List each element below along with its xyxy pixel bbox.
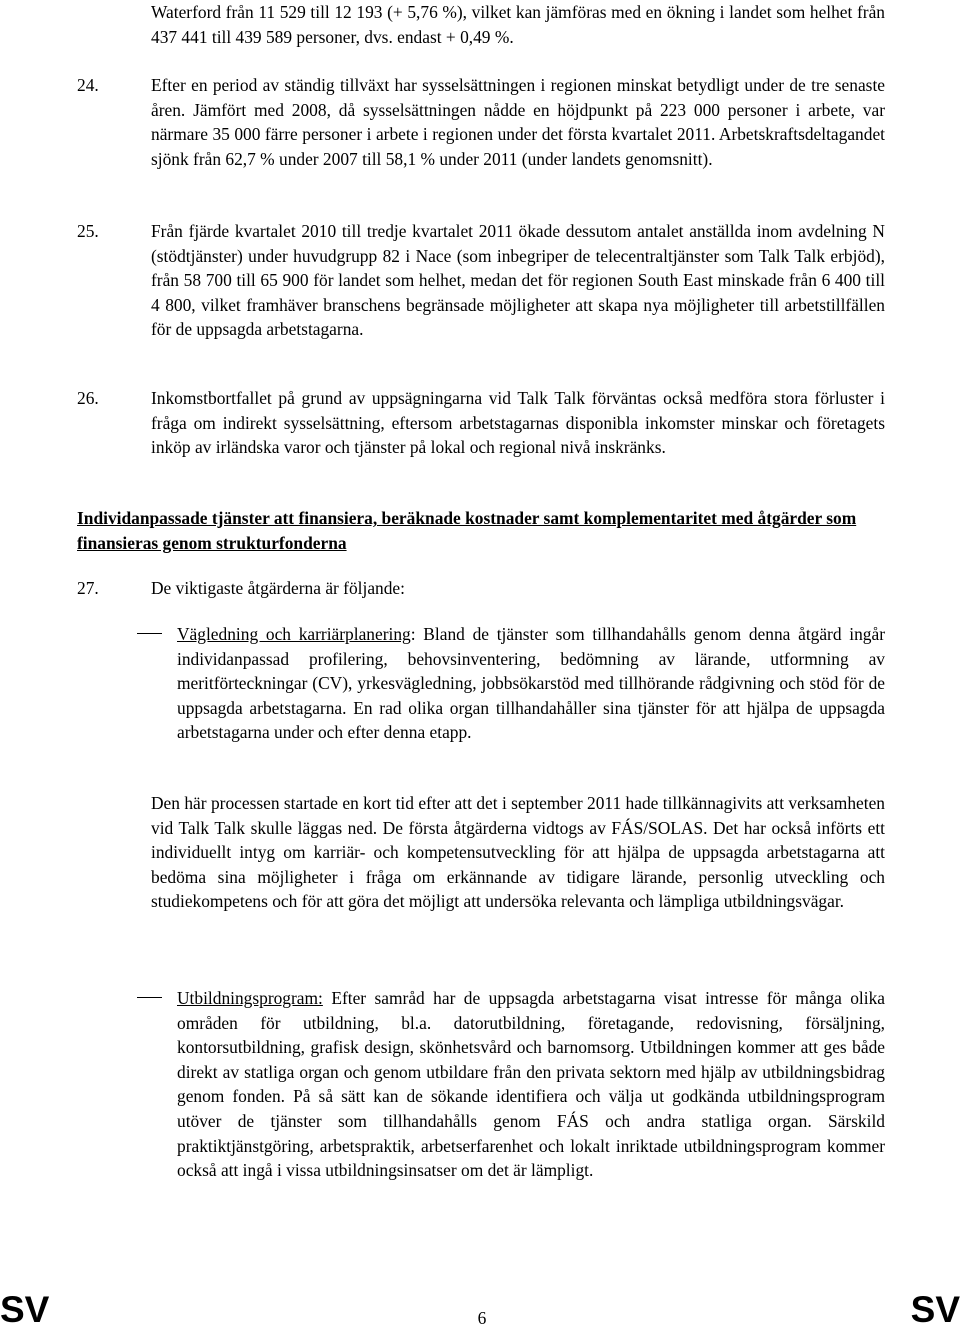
footer-language-left: SV [0,1289,50,1330]
paragraph-number-26: 26. [77,388,99,408]
bullet-guidance [177,622,885,745]
paragraph-number-24: 24. [77,75,99,95]
bullet-guidance-text: : Bland de tjänster som tillhandahålls genom denna åtgärd ingår individanpassad profilering, behovsinventering, bedömning av lärande, utformning av meritförteckningar (CV), yrkesvägledning, jobbsökarstöd med tillhörande rådgivning och stöd för de uppsagda arbetstagarna. En rad olika organ tillhandahåller sina tjänster för att hjälpa de uppsagda arbetstagarna under och efter denna etapp. [177,624,886,743]
paragraph-24: Efter en period av ständig tillväxt har sysselsättningen i regionen minskat betydligt under de tre senaste åren. Jämfört med 2008, då sysselsättningen nådde en höjdpunkt på 223 000 personer i arbete, var närmare 35 000 färre personer i arbete i regionen under det första kvartalet 2011. Arbetskraftsdeltagandet sjönk från 62,7 % under 2007 till 58,1 % under 2011 (under landets genomsnitt). [151,75,885,169]
bullet-training-text: Efter samråd har de uppsagda arbetstagarna visat intresse för många olika områden för utbildning, bl.a. datorutbildning, företagande, redovisning, försäljning, kontorsutbildning, grafisk design, skönhetsvård och barnomsorg. Utbildningen kommer att ges både direkt av statliga organ och genom utbildare från den privata sektorn med hjälp av utbildningsbidrag genom fonden. På så sätt kan de sökande identifiera och välja ut godkända utbildningsprogram utöver de tjänster som tillhandahålls genom FÁS och andra statliga organ. Särskild praktiktjänstgöring, arbetspraktik, arbetserfarenhet och lokalt inriktade utbildningsprogram kommer också att ingå i vissa utbildningsinsatser om det är lämpligt. [177,988,885,1181]
page-number: 6 [477,1308,487,1328]
footer-language-right: SV [910,1289,960,1330]
bullet-guidance-term: Vägledning och karriärplanering [177,624,411,644]
paragraph-25: Från fjärde kvartalet 2010 till tredje kvartalet 2011 ökade dessutom antalet anställda inom avdelning N (stödtjänster) under huvudgrupp 82 i Nace (som inbegriper de telecentraltjänster som Talk Talk erbjöd), från 58 700 till 65 900 för landet som helhet, medan det för regionen South East minskade från 6 400 till 4 800, vilket framhäver branschens begränsade möjligheter att skapa nya möjligheter till arbetstillfällen för de uppsagda arbetstagarna. [151,221,885,340]
paragraph-26: Inkomstbortfallet på grund av uppsägningarna vid Talk Talk förväntas också medföra stora förluster i fråga om indirekt sysselsättning, eftersom arbetstagarnas disponibla inkomster minskar och företagets inköp av irländska varor och tjänster på lokal och regional nivå inskränks. [151,388,885,458]
process-paragraph: Den här processen startade en kort tid efter att det i september 2011 hade tillkännagivits att verksamheten vid Talk Talk skulle läggas ned. De första åtgärderna vidtogs av FÁS/SOLAS. Det har också införts ett individuellt intyg om karriär- och kompetensutveckling för att hjälpa de uppsagda arbetstagarna att bedöma sina möjligheter i fråga om erkännande av tidigare lärande, personlig utveckling och studiekompetens och för att göra det möjligt att undersöka relevanta och lämpliga utbildningsvägar. [151,793,885,912]
dash-bullet-1 [137,633,162,634]
dash-bullet-2 [137,997,162,998]
bullet-training [177,986,885,1183]
section-heading: Individanpassade tjänster att finansiera, beräknade kostnader samt komplementaritet med åtgärder som finansieras genom strukturfonderna [77,508,857,553]
paragraph-number-25: 25. [77,221,99,241]
intro-paragraph: Waterford från 11 529 till 12 193 (+ 5,76 %), vilket kan jämföras med en ökning i landet som helhet från 437 441 till 439 589 personer, dvs. endast + 0,49 %. [151,2,885,47]
bullet-training-term: Utbildningsprogram: [177,988,323,1008]
paragraph-27: De viktigaste åtgärderna är följande: [151,578,405,598]
paragraph-number-27: 27. [77,578,99,598]
